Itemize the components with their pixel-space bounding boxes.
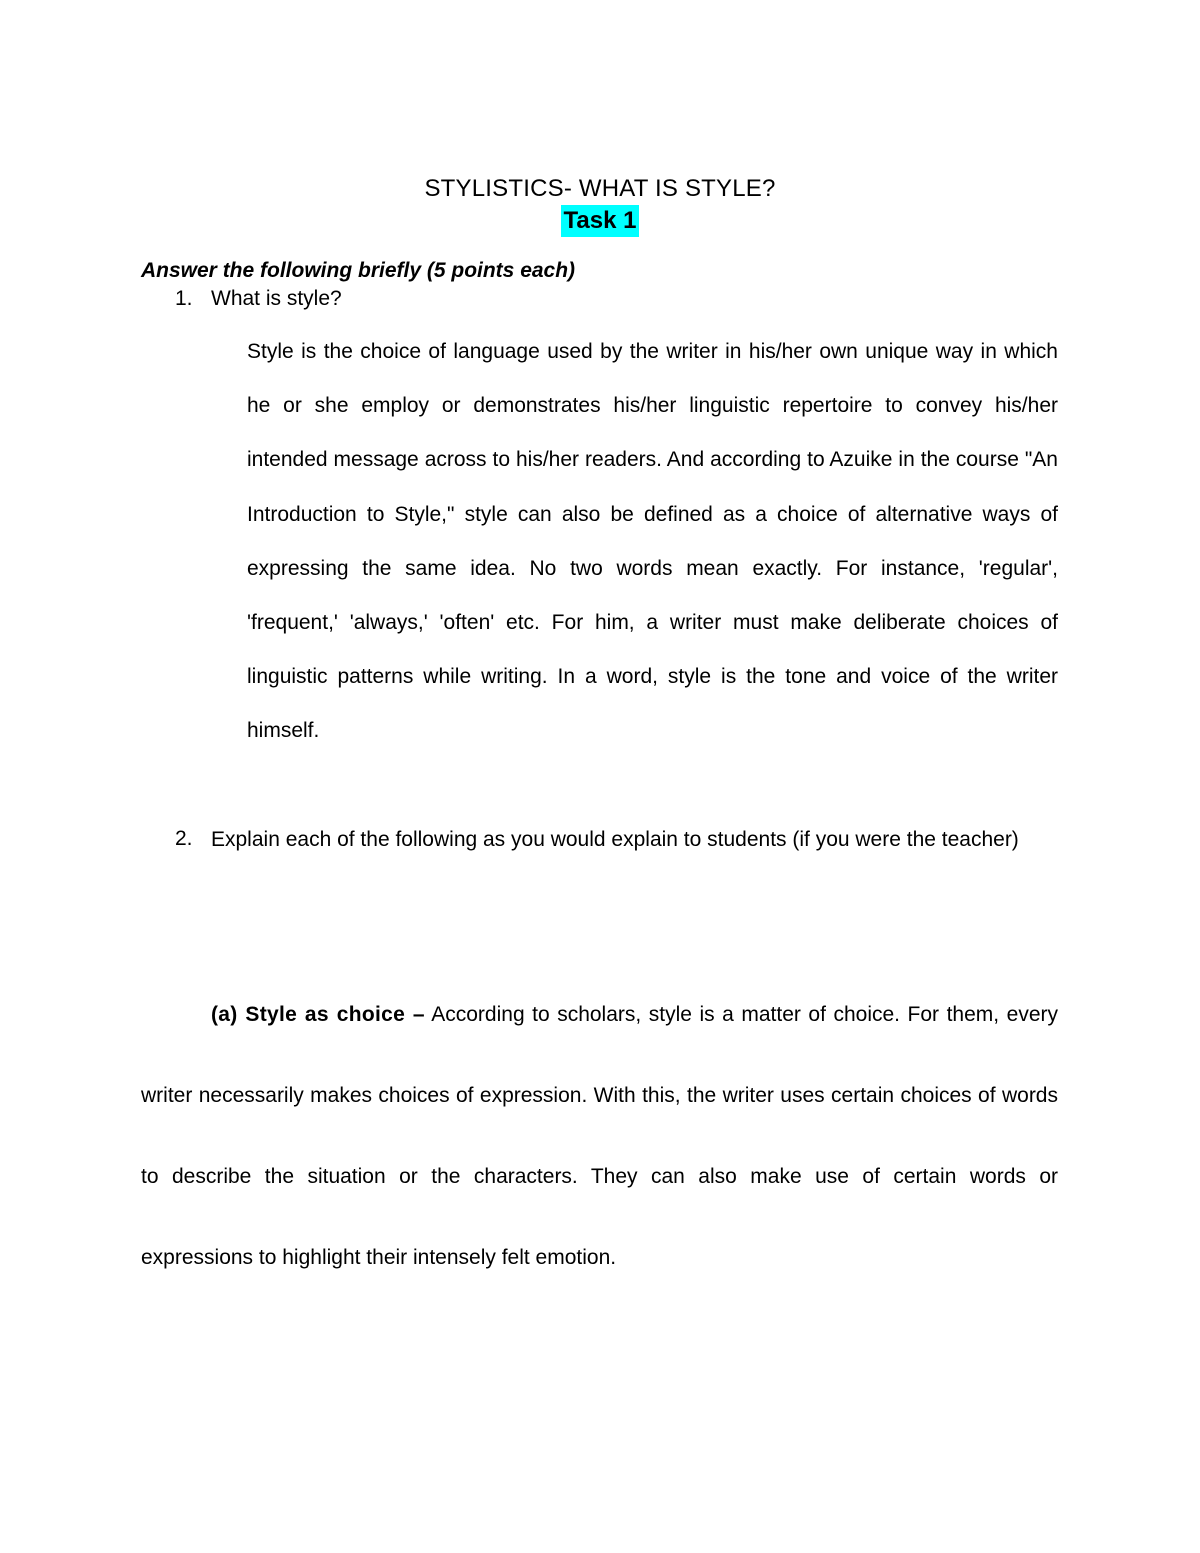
part-a-paragraph [141, 974, 1058, 1298]
document-title: STYLISTICS- WHAT IS STYLE? [424, 175, 776, 202]
question-text: What is style? [211, 287, 342, 310]
answer-1: Style is the choice of language used by the writer in his/her own unique way in which he or she employ or demonstrates his/her linguistic repertoire to convey his/her intended message across to his/her readers. And according to Azuike in the course "An Introduction to Style," style can also be defined as a choice of alternative ways of expressing the same idea. No two words mean exactly. For instance, 'regular', 'frequent,' 'always,' 'often' etc. For him, a writer must make deliberate choices of linguistic patterns while writing. In a word, style is the tone and voice of the writer himself. [247, 340, 1058, 743]
task-label: Task 1 [561, 205, 640, 237]
question-text: Explain each of the following as you would explain to students (if you were the teacher) [211, 828, 1019, 851]
instruction-text: Answer the following briefly (5 points each) [141, 259, 576, 282]
question-number: 1. [175, 287, 193, 310]
question-number: 2. [175, 827, 193, 850]
question-2 [175, 812, 1059, 893]
task-heading [0, 205, 1200, 237]
part-a-heading: (a) Style as choice – [211, 1003, 425, 1026]
part-a-body: According to scholars, style is a matter of choice. For them, every writer necessarily makes choices of expression. With this, the writer uses certain choices of words to describe the situation or the characters. They can also make use of certain words or expressions to highlight their intensely felt emotion. [141, 1003, 1058, 1269]
